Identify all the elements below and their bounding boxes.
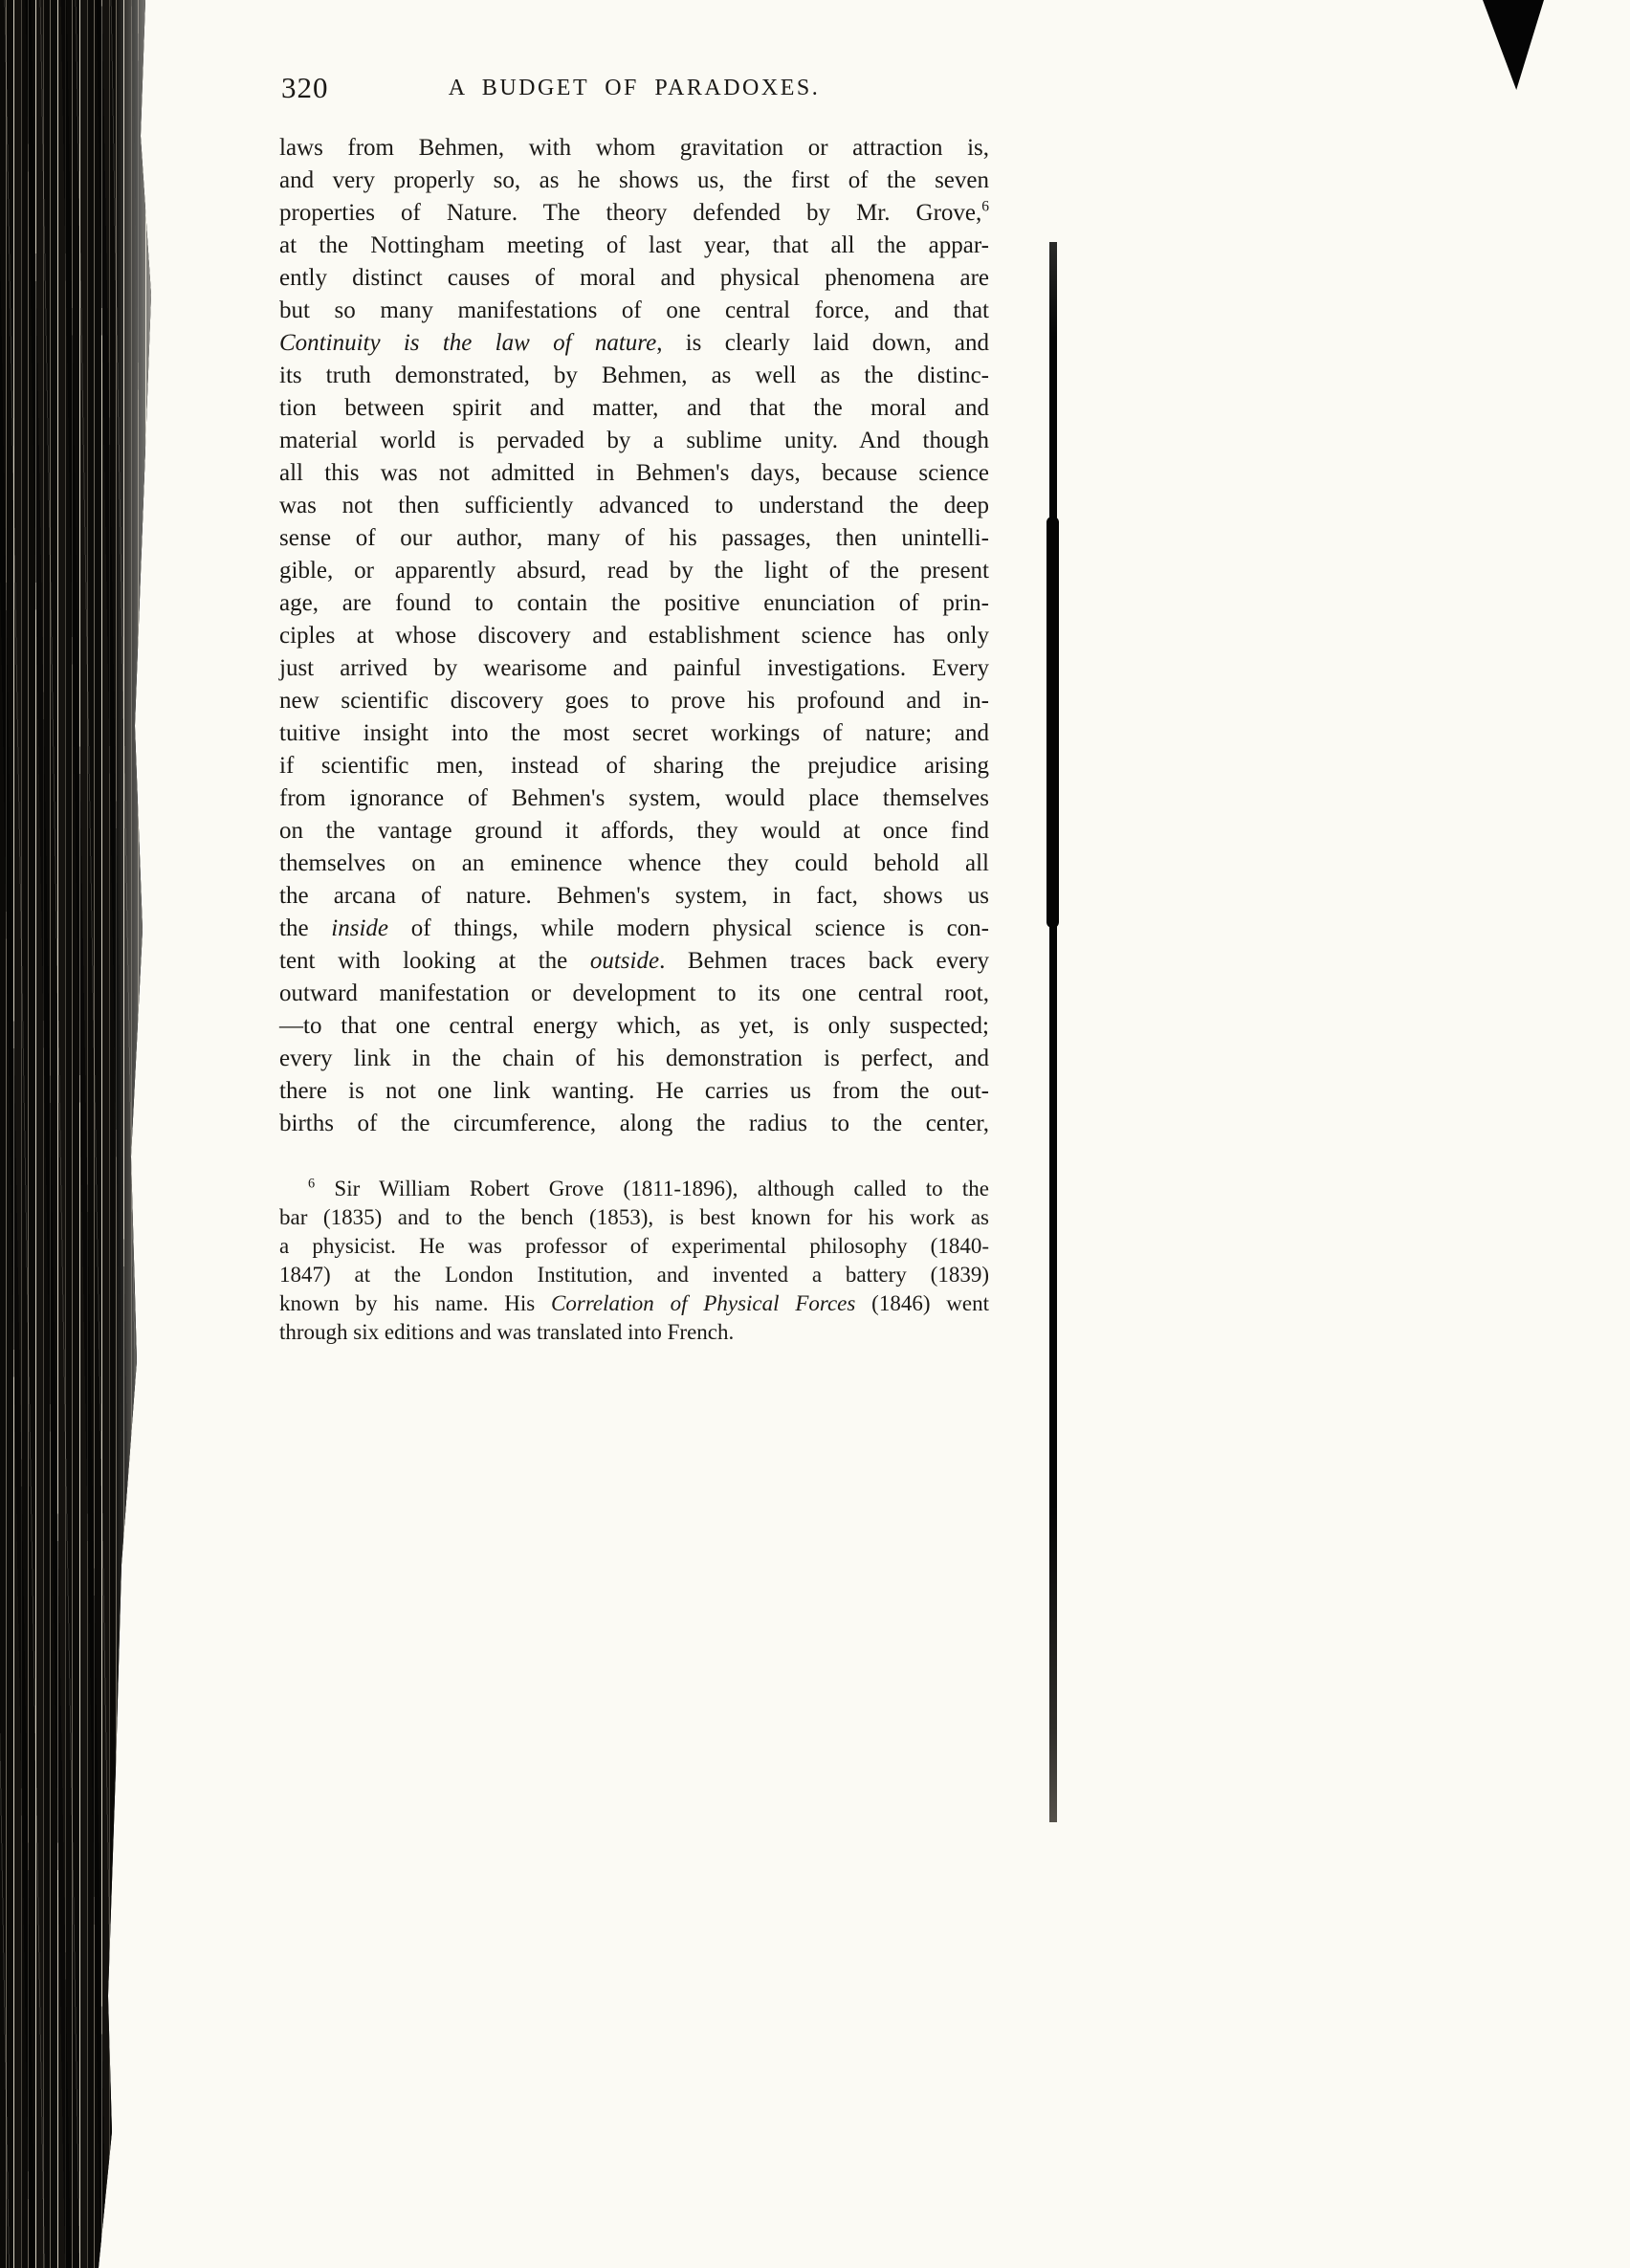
- scan-page-edge-line: [1049, 242, 1057, 1822]
- text-line: bar (1835) and to the bench (1853), is best known for his work as: [279, 1205, 989, 1229]
- text-line: known by his name. His Correlation of Physical Forces (1846) went: [279, 1291, 989, 1315]
- text-line: gible, or apparently absurd, read by the light of the present: [279, 558, 989, 584]
- body-paragraph: [279, 132, 989, 1140]
- text-line: but so many manifestations of one central force, and that: [279, 297, 989, 323]
- page-number: 320: [281, 71, 329, 104]
- text-line: age, are found to contain the positive enunciation of prin-: [279, 590, 989, 616]
- text-line: through six editions and was translated into French.: [279, 1320, 735, 1344]
- text-line: births of the circumference, along the radius to the center,: [279, 1111, 989, 1136]
- text-line: its truth demonstrated, by Behmen, as well as the distinc-: [279, 363, 989, 388]
- text-line: new scientific discovery goes to prove his profound and in-: [279, 688, 989, 714]
- text-line: sense of our author, many of his passages, then unintelli-: [279, 525, 989, 551]
- text-line: on the vantage ground it affords, they would at once find: [279, 818, 989, 844]
- text-line: all this was not admitted in Behmen's days, because science: [279, 460, 989, 486]
- text-line: Continuity is the law of nature, is clearly laid down, and: [279, 330, 989, 356]
- text-line: ciples at whose discovery and establishment science has only: [279, 623, 989, 649]
- running-title: A BUDGET OF PARADOXES.: [448, 76, 821, 100]
- text-line: from ignorance of Behmen's system, would place themselves: [279, 785, 989, 811]
- text-line: outward manifestation or development to its one central root,: [279, 980, 989, 1006]
- scan-page-edge-line-thick: [1046, 517, 1059, 928]
- text-line: was not then sufficiently advanced to understand the deep: [279, 493, 989, 518]
- text-line: $^6$ Sir William Robert Grove (1811-1896), although called to the: [308, 1176, 989, 1200]
- text-line: laws from Behmen, with whom gravitation or attraction is,: [279, 135, 989, 161]
- text-line: themselves on an eminence whence they could behold all: [279, 850, 989, 876]
- text-line: tent with looking at the outside. Behmen traces back every: [279, 948, 989, 974]
- text-line: ently distinct causes of moral and physical phenomena are: [279, 265, 989, 291]
- text-line: material world is pervaded by a sublime unity. And though: [279, 428, 989, 453]
- text-line: tuitive insight into the most secret workings of nature; and: [279, 720, 989, 746]
- text-line: a physicist. He was professor of experimental philosophy (1840-: [279, 1234, 989, 1258]
- running-head: [279, 71, 989, 109]
- text-line: if scientific men, instead of sharing the prejudice arising: [279, 753, 989, 779]
- text-line: there is not one link wanting. He carries us from the out-: [279, 1078, 989, 1104]
- text-line: —to that one central energy which, as yet, is only suspected;: [279, 1013, 989, 1039]
- text-line: at the Nottingham meeting of last year, that all the appar-: [279, 232, 989, 258]
- text-line: the inside of things, while modern physical science is con-: [279, 915, 990, 941]
- text-line: 1847) at the London Institution, and invented a battery (1839): [279, 1263, 989, 1287]
- footnote: [279, 1175, 989, 1347]
- text-line: the arcana of nature. Behmen's system, in fact, shows us: [279, 883, 989, 909]
- text-line: and very properly so, as he shows us, the first of the seven: [279, 167, 989, 193]
- text-line: tion between spirit and matter, and that the moral and: [279, 395, 989, 421]
- scan-binding-artifact: [0, 0, 163, 2268]
- text-line: properties of Nature. The theory defended by Mr. Grove,$^6$: [279, 198, 989, 226]
- text-line: every link in the chain of his demonstration is perfect, and: [279, 1046, 989, 1071]
- text-line: just arrived by wearisome and painful investigations. Every: [279, 655, 989, 681]
- scan-corner-mark: [1483, 0, 1544, 90]
